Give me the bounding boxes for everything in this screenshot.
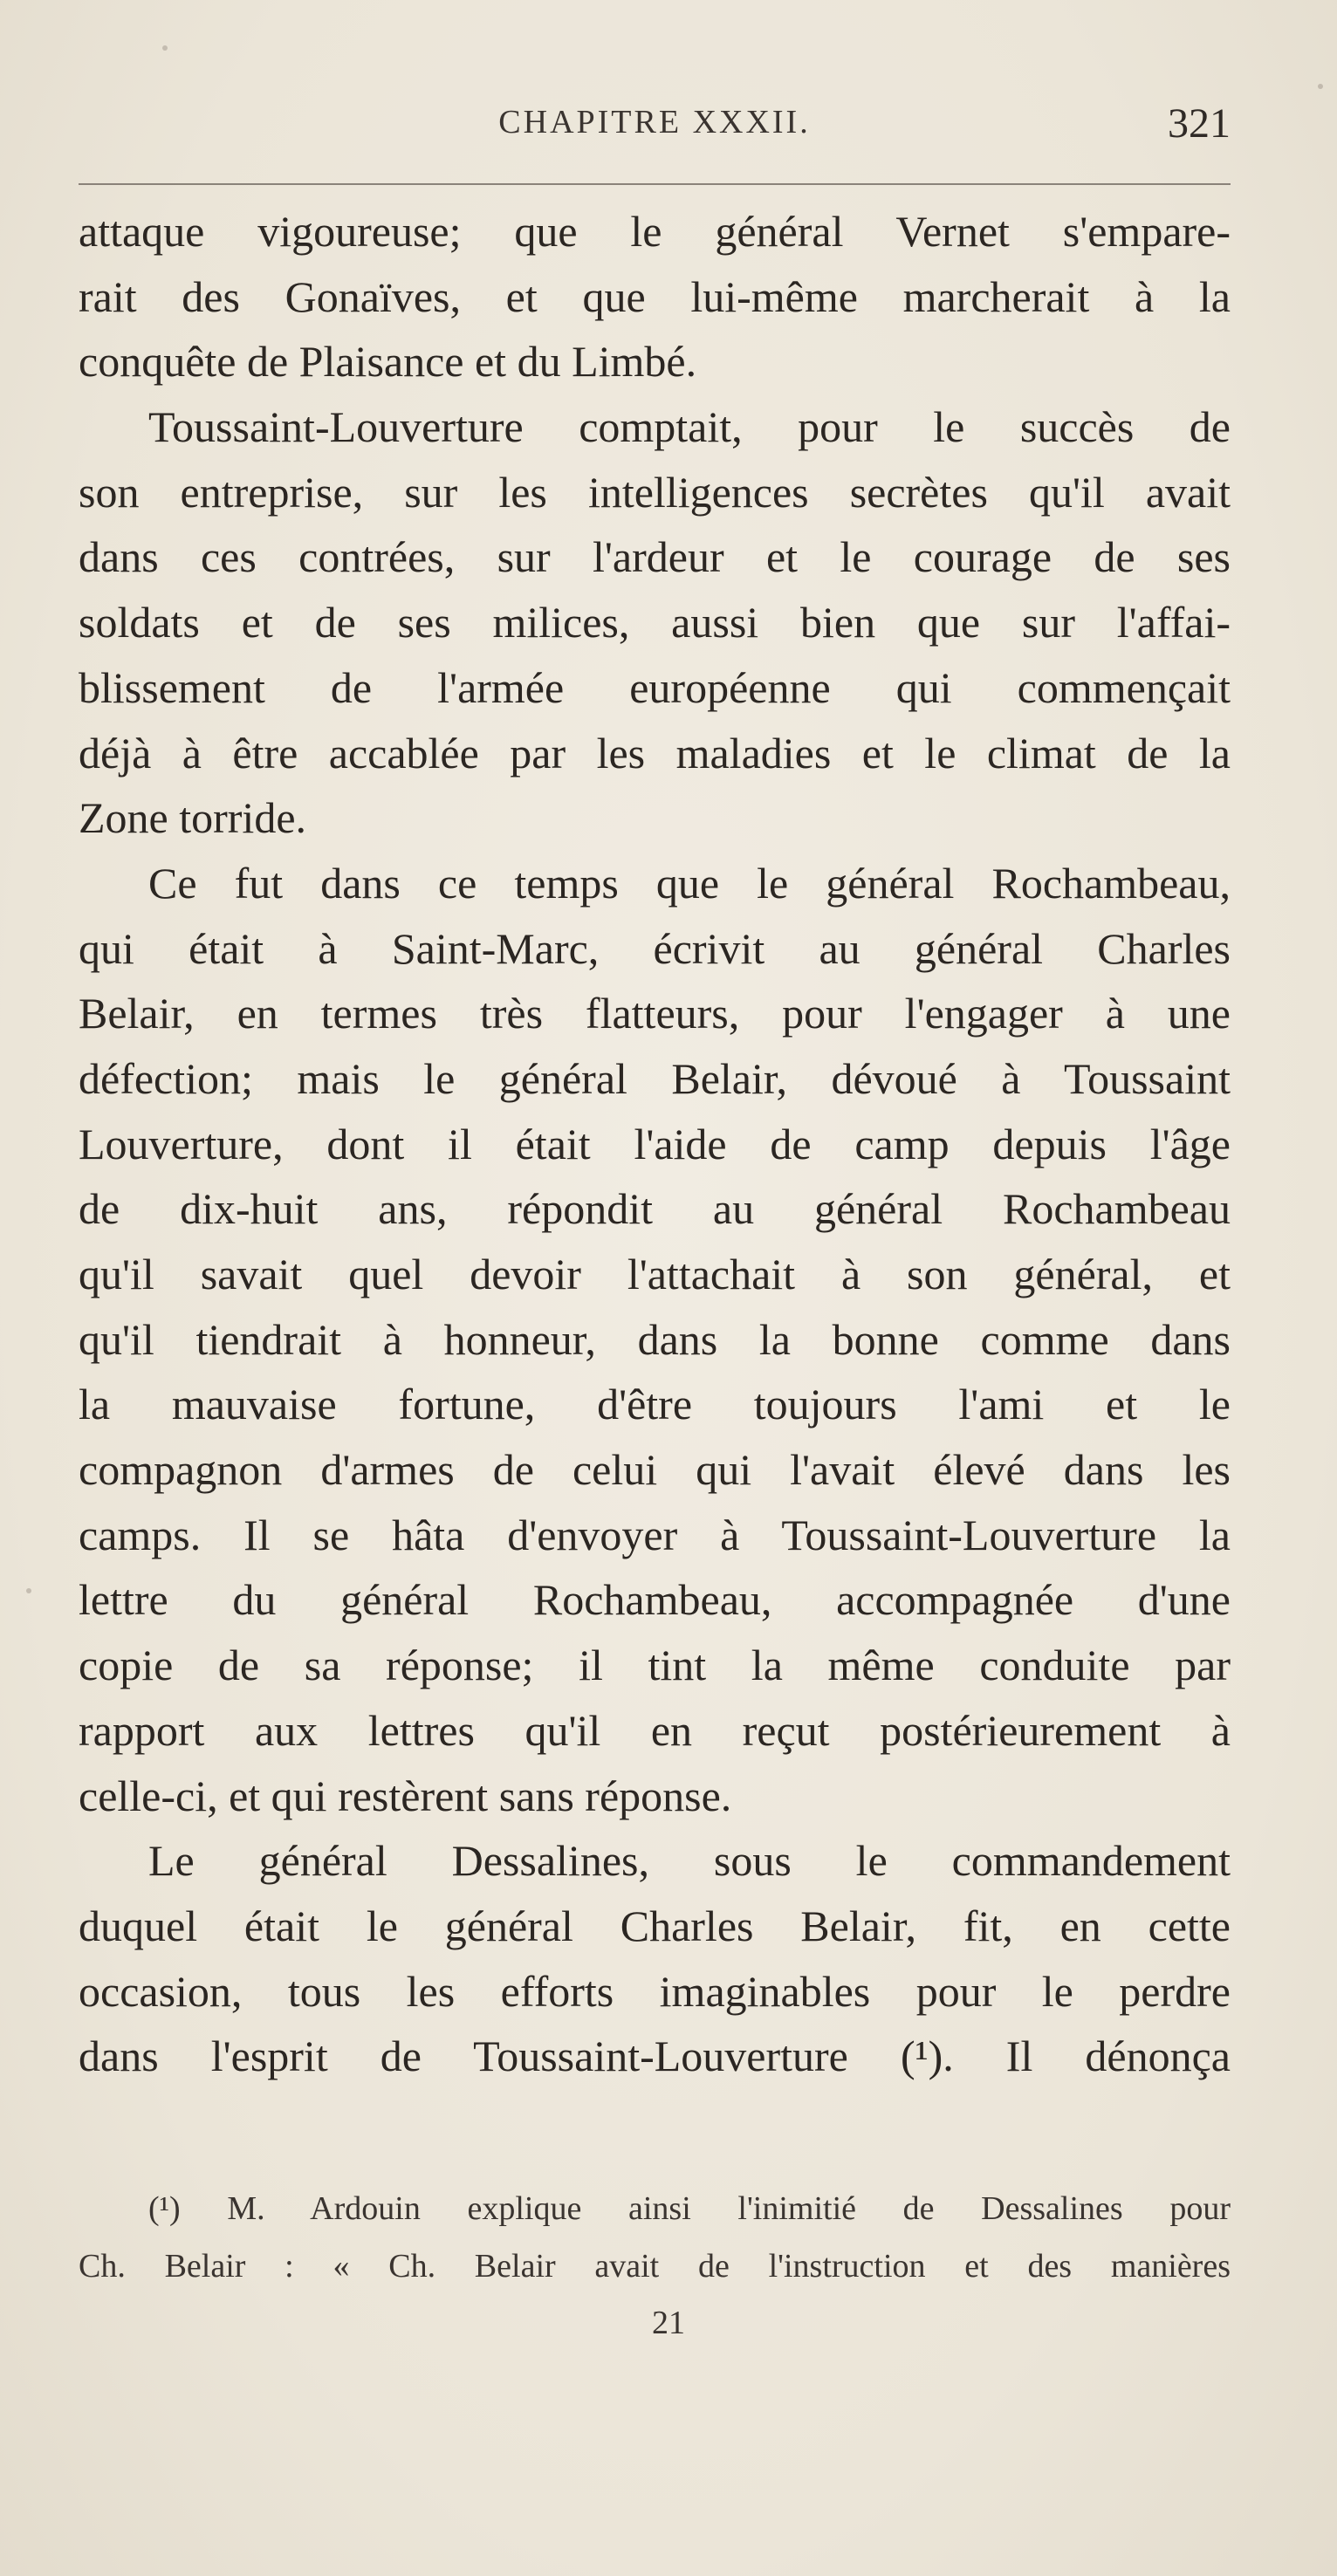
- footnote-line: Ch. Belair : « Ch. Belair avait de l'instruction et des manières: [79, 2248, 1231, 2285]
- footnote-line: (¹) M. Ardouin explique ainsi l'inimitié de Dessalines pour: [148, 2190, 1231, 2227]
- text-line: défection; mais le général Belair, dévoué à Toussaint: [79, 1053, 1231, 1103]
- text-line: rait des Gonaïves, et que lui-même marcherait à la: [79, 271, 1231, 321]
- text-line: copie de sa réponse; il tint la même conduite par: [79, 1641, 1231, 1690]
- paper-speck: [1318, 84, 1323, 89]
- paper-speck: [162, 45, 168, 51]
- running-title: CHAPITRE XXXII.: [498, 104, 811, 140]
- footnote: [79, 2180, 1231, 2295]
- text-line: rapport aux lettres qu'il en reçut postérieurement à: [79, 1705, 1231, 1755]
- text-line: Le général Dessalines, sous le commandement: [148, 1836, 1231, 1886]
- text-line: Louverture, dont il était l'aide de camp depuis l'âge: [79, 1119, 1231, 1168]
- text-line: soldats et de ses milices, aussi bien que sur l'affai-: [79, 598, 1231, 647]
- text-line: blissement de l'armée européenne qui commençait: [79, 662, 1231, 712]
- text-line: la mauvaise fortune, d'être toujours l'ami et le: [79, 1380, 1231, 1429]
- text-line: qu'il tiendrait à honneur, dans la bonne comme dans: [79, 1314, 1231, 1364]
- page-number: 321: [1168, 100, 1231, 147]
- body-text: [79, 199, 1231, 2089]
- text-line: compagnon d'armes de celui qui l'avait élevé dans les: [79, 1445, 1231, 1495]
- text-line: attaque vigoureuse; que le général Vernet s'empare-: [79, 207, 1231, 256]
- text-line: Zone torride.: [79, 793, 307, 843]
- header-rule: [79, 183, 1231, 185]
- paper-speck: [26, 1588, 31, 1593]
- signature-mark: 21: [652, 2305, 685, 2341]
- text-line: Toussaint-Louverture comptait, pour le succès de: [148, 402, 1231, 452]
- text-line: son entreprise, sur les intelligences secrètes qu'il avait: [79, 467, 1231, 517]
- text-line: camps. Il se hâta d'envoyer à Toussaint-Louverture la: [79, 1510, 1231, 1559]
- text-line: occasion, tous les efforts imaginables pour le perdre: [79, 1966, 1231, 2016]
- text-line: Belair, en termes très flatteurs, pour l'engager à une: [79, 989, 1231, 1038]
- text-line: Ce fut dans ce temps que le général Rochambeau,: [148, 858, 1231, 908]
- text-line: qui était à Saint-Marc, écrivit au général Charles: [79, 923, 1231, 973]
- text-line: de dix-huit ans, répondit au général Rochambeau: [79, 1184, 1231, 1234]
- text-line: lettre du général Rochambeau, accompagnée d'une: [79, 1575, 1231, 1625]
- text-line: déjà à être accablée par les maladies et le climat de la: [79, 728, 1231, 778]
- page-header: [79, 100, 1231, 164]
- text-line: conquête de Plaisance et du Limbé.: [79, 337, 697, 387]
- text-line: qu'il savait quel devoir l'attachait à son général, et: [79, 1250, 1231, 1298]
- text-line: dans ces contrées, sur l'ardeur et le courage de ses: [79, 532, 1231, 582]
- text-line: dans l'esprit de Toussaint-Louverture (¹). Il dénonça: [79, 2031, 1231, 2081]
- text-line: duquel était le général Charles Belair, fit, en cette: [79, 1901, 1231, 1950]
- text-line: celle-ci, et qui restèrent sans réponse.: [79, 1771, 732, 1820]
